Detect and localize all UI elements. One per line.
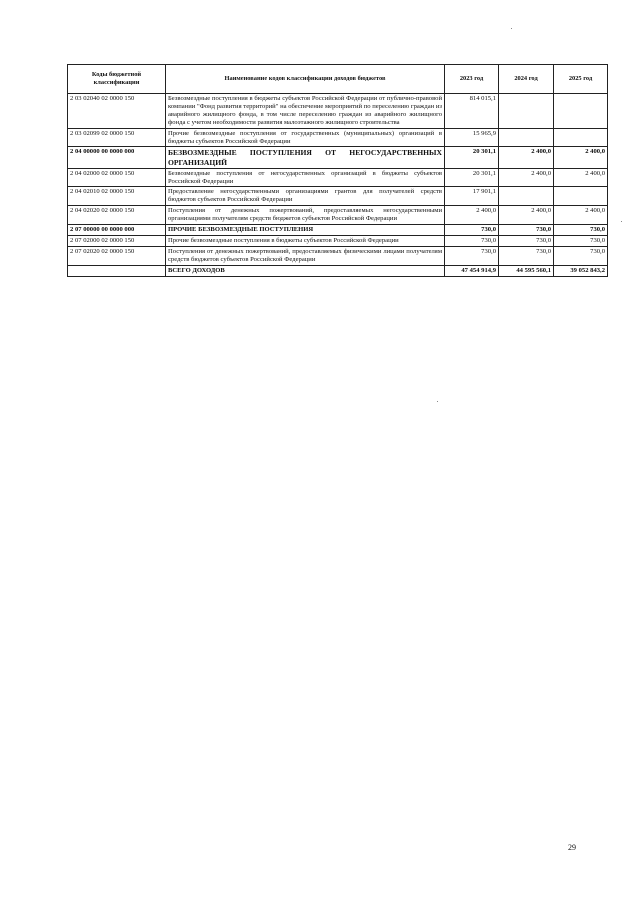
row-value-2024: 730,0 [499,246,554,265]
row-name: Поступления от денежных пожертвований, предоставляемых физическими лицами получателям средств бюджетов субъектов Российской Федерации [166,246,445,265]
row-name: Поступления от денежных пожертвований, предоставляемых негосударственными организациями получателям средств бюджетов субъектов Российской Федерации [166,206,445,225]
row-name: Предоставление негосударственными организациями грантов для получателей средств бюджетов субъектов Российской Федерации [166,187,445,206]
header-2024: 2024 год [499,65,554,94]
row-code [68,265,166,276]
total-label: ВСЕГО ДОХОДОВ [166,265,445,276]
header-name: Наименование кодов классификации доходов бюджетов [166,65,445,94]
row-name: Безвозмездные поступления в бюджеты субъектов Российской Федерации от публично-правовой компании "Фонд развития территорий" на обеспечение мероприятий по переселению граждан из аварийного жилищного фонда, в том числе переселению граждан из аварийного жилищного фонда с учетом необходимости развития малоэтажного жилищного строительства [166,94,445,129]
row-value-2024 [499,94,554,129]
row-code: 2 04 02020 02 0000 150 [68,206,166,225]
table-row [68,206,608,225]
row-code: 2 03 02099 02 0000 150 [68,128,166,147]
row-name: Прочие безвозмездные поступления в бюджеты субъектов Российской Федерации [166,236,445,247]
table-row-section [68,225,608,236]
row-value-2024: 730,0 [499,225,554,236]
row-code: 2 04 02010 02 0000 150 [68,187,166,206]
total-value-2023: 47 454 914,9 [445,265,499,276]
row-name: Прочие безвозмездные поступления от государственных (муниципальных) организаций в бюджеты субъектов Российской Федерации [166,128,445,147]
table-row [68,236,608,247]
row-value-2025 [554,187,608,206]
row-value-2024: 2 400,0 [499,168,554,187]
row-value-2023: 17 901,1 [445,187,499,206]
row-value-2024: 730,0 [499,236,554,247]
table-row [68,94,608,129]
total-value-2024: 44 595 560,1 [499,265,554,276]
table-row-total [68,265,608,276]
row-value-2025: 2 400,0 [554,168,608,187]
header-code: Коды бюджетной классификации [68,65,166,94]
row-value-2024: 2 400,0 [499,147,554,168]
table-row [68,187,608,206]
row-code: 2 07 02000 02 0000 150 [68,236,166,247]
row-value-2025: 730,0 [554,225,608,236]
row-value-2025: 730,0 [554,246,608,265]
row-value-2023: 20 301,1 [445,168,499,187]
total-value-2025: 39 052 843,2 [554,265,608,276]
header-2025: 2025 год [554,65,608,94]
table-row [68,168,608,187]
table-row [68,246,608,265]
row-value-2024: 2 400,0 [499,206,554,225]
row-name: Безвозмездные поступления от негосударственных организаций в бюджеты субъектов Российской Федерации [166,168,445,187]
row-value-2025: 730,0 [554,236,608,247]
row-value-2025 [554,128,608,147]
row-code: 2 07 02020 02 0000 150 [68,246,166,265]
row-value-2023: 730,0 [445,236,499,247]
revenue-table [67,64,608,277]
row-name: ПРОЧИЕ БЕЗВОЗМЕЗДНЫЕ ПОСТУПЛЕНИЯ [166,225,445,236]
row-value-2023: 2 400,0 [445,206,499,225]
table-header-row [68,65,608,94]
page-number: 29 [568,843,576,852]
row-code: 2 04 00000 00 0000 000 [68,147,166,168]
scan-speck [437,401,438,402]
header-2023: 2023 год [445,65,499,94]
row-code: 2 03 02040 02 0000 150 [68,94,166,129]
row-value-2024 [499,128,554,147]
table-row-section [68,147,608,168]
row-value-2023: 730,0 [445,246,499,265]
row-value-2025 [554,94,608,129]
row-value-2023: 814 015,1 [445,94,499,129]
row-name: БЕЗВОЗМЕЗДНЫЕ ПОСТУПЛЕНИЯ ОТ НЕГОСУДАРСТВЕННЫХ ОРГАНИЗАЦИЙ [166,147,445,168]
row-code: 2 07 00000 00 0000 000 [68,225,166,236]
row-value-2023: 20 301,1 [445,147,499,168]
row-value-2024 [499,187,554,206]
row-code: 2 04 02000 02 0000 150 [68,168,166,187]
row-value-2023: 730,0 [445,225,499,236]
scan-speck [511,28,512,29]
scan-speck [621,221,622,222]
row-value-2025: 2 400,0 [554,147,608,168]
table-row [68,128,608,147]
row-value-2023: 15 965,9 [445,128,499,147]
row-value-2025: 2 400,0 [554,206,608,225]
